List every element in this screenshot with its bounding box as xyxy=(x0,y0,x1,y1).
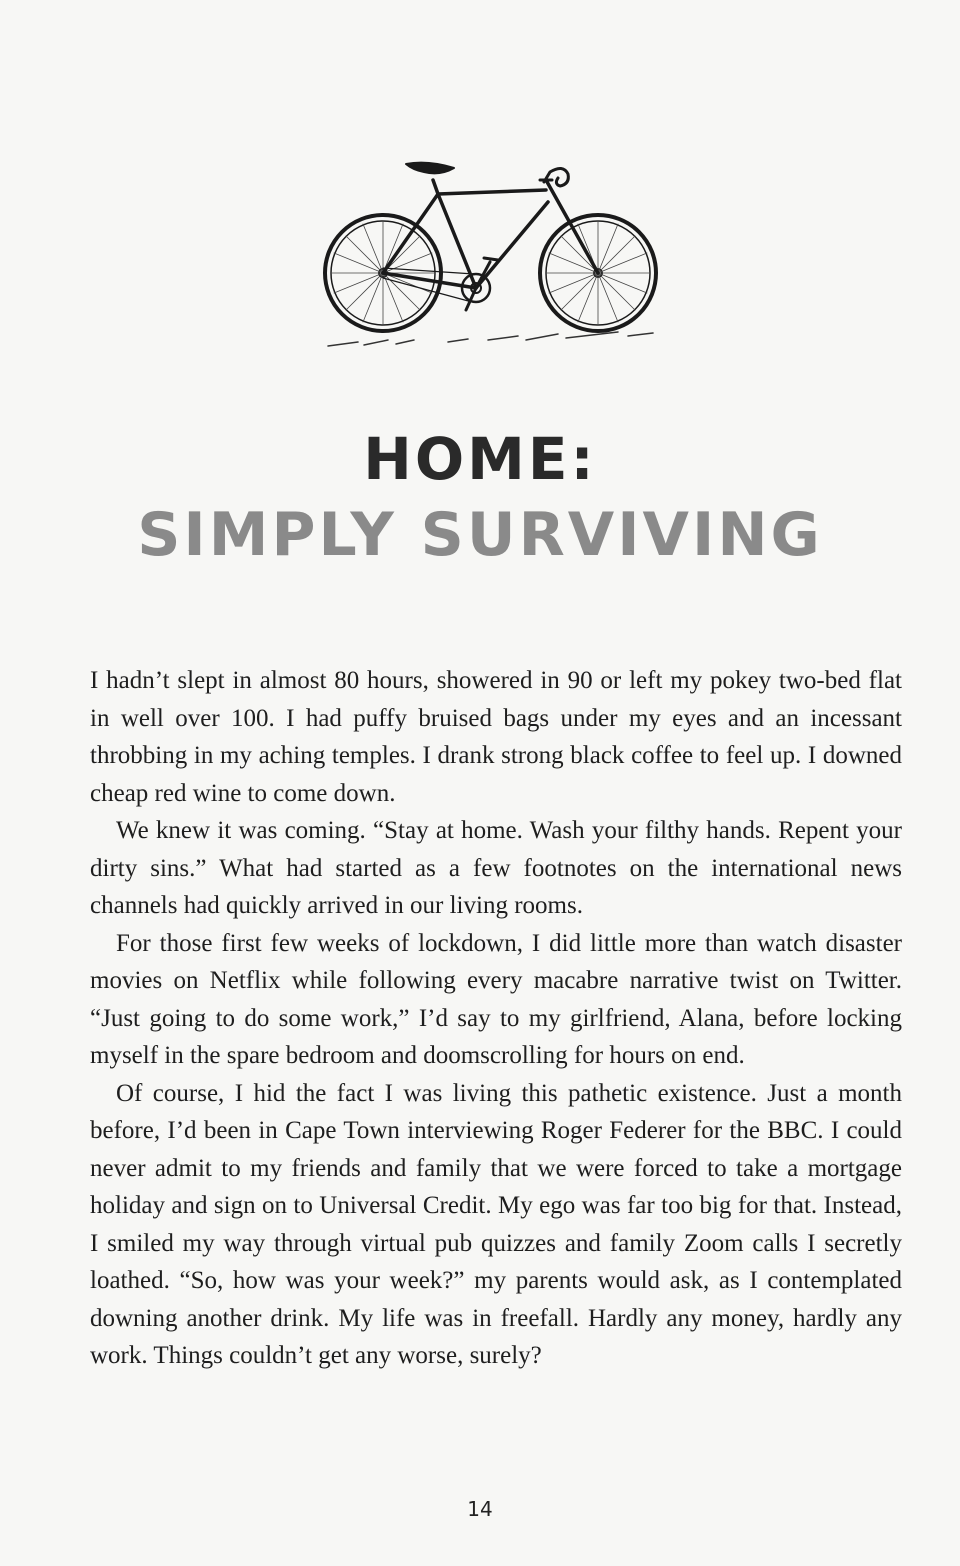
chapter-title: HOME: xyxy=(363,425,597,493)
page-number: 14 xyxy=(467,1497,493,1521)
paragraph: For those first few weeks of lockdown, I did little more than watch disaster movies on Netflix while following every macabre narrative twist on Twitter. “Just going to do some work,” I’d say to my girlfriend, Alana, before locking myself in the spare bedroom and doomscrolling for hours on end. xyxy=(90,929,902,1069)
paragraph: Of course, I hid the fact I was living this pathetic existence. Just a month before, I’d been in Cape Town interviewing Roger Federer for the BBC. I could never admit to my friends and family that we were forced to take a mortgage holiday and sign on to Universal Credit. My ego was far too big for that. Instead, I smiled my way through virtual pub quizzes and family Zoom calls I secretly loathed. “So, how was your week?” my parents would ask, as I contemplated downing another drink. My life was in freefall. Hardly any money, hardly any work. Things couldn’t get any worse, surely? xyxy=(90,1079,902,1369)
chapter-subtitle: SIMPLY SURVIVING xyxy=(137,500,823,570)
paragraph: I hadn’t slept in almost 80 hours, showered in 90 or left my pokey two-bed flat in well over 100. I had puffy bruised bags under my eyes and an incessant throbbing in my aching temples. I drank strong black coffee to feel up. I downed cheap red wine to come down. xyxy=(90,667,902,807)
chapter-body xyxy=(90,662,902,1375)
bicycle-icon xyxy=(318,150,668,360)
paragraph: We knew it was coming. “Stay at home. Wash your filthy hands. Repent your dirty sins.” What had started as a few footnotes on the international news channels had quickly arrived in our living rooms. xyxy=(90,817,902,919)
